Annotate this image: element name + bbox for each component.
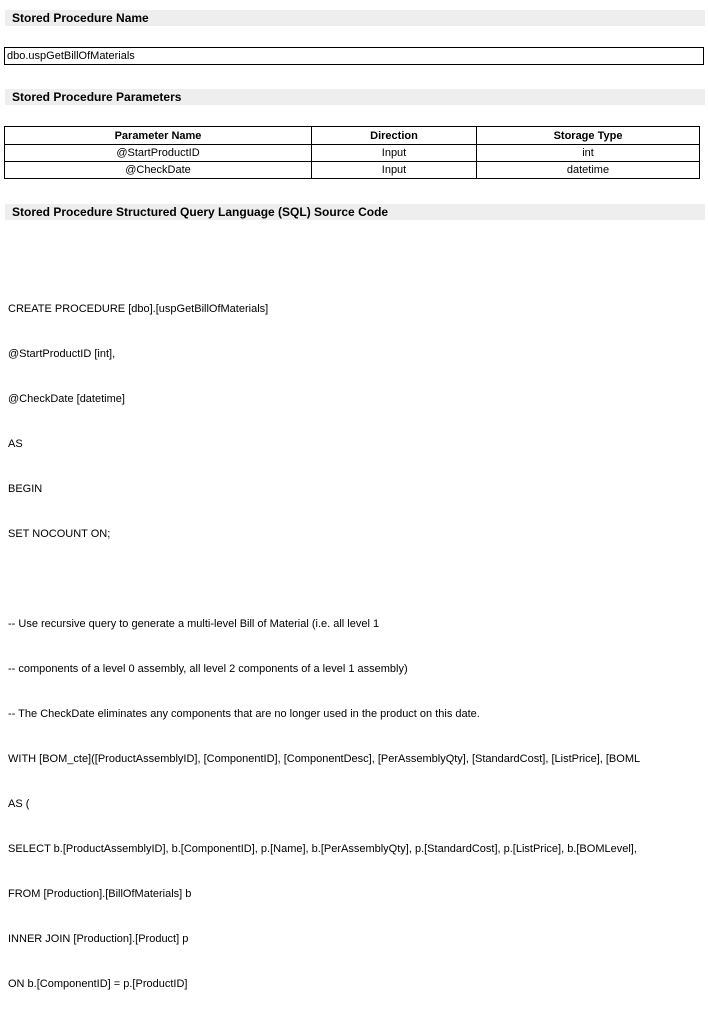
sql-source-code bbox=[8, 272, 708, 1022]
section-header-procedure-name: Stored Procedure Name bbox=[5, 10, 705, 26]
column-header-parameter-name: Parameter Name bbox=[5, 127, 312, 145]
sql-line: -- Use recursive query to generate a multi-level Bill of Material (i.e. all level 1 bbox=[8, 618, 380, 630]
procedure-name-field: dbo.uspGetBillOfMaterials bbox=[4, 47, 704, 65]
sql-line: @CheckDate [datetime] bbox=[8, 393, 125, 405]
cell-storage-type: datetime bbox=[477, 162, 700, 179]
sql-line: ON b.[ComponentID] = p.[ProductID] bbox=[8, 978, 188, 990]
sql-line: CREATE PROCEDURE [dbo].[uspGetBillOfMaterials] bbox=[8, 303, 269, 315]
sql-line: WITH [BOM_cte]([ProductAssemblyID], [ComponentID], [ComponentDesc], [PerAssemblyQty], [StandardCost], [ListPrice], [BOML bbox=[8, 753, 641, 765]
parameters-table bbox=[4, 126, 700, 179]
column-header-direction: Direction bbox=[312, 127, 477, 145]
section-header-parameters: Stored Procedure Parameters bbox=[5, 89, 705, 105]
sql-line: INNER JOIN [Production].[Product] p bbox=[8, 933, 189, 945]
cell-parameter-name: @CheckDate bbox=[5, 162, 312, 179]
sql-line: -- The CheckDate eliminates any components that are no longer used in the product on this date. bbox=[8, 708, 480, 720]
sql-line bbox=[8, 572, 708, 587]
sql-line: SET NOCOUNT ON; bbox=[8, 528, 111, 540]
sql-line: FROM [Production].[BillOfMaterials] b bbox=[8, 888, 192, 900]
table-row bbox=[5, 162, 700, 179]
section-header-sql-source: Stored Procedure Structured Query Language (SQL) Source Code bbox=[5, 204, 705, 220]
cell-direction: Input bbox=[312, 162, 477, 179]
table-header-row bbox=[5, 127, 700, 145]
sql-line: -- components of a level 0 assembly, all level 2 components of a level 1 assembly) bbox=[8, 663, 408, 675]
sql-line: BEGIN bbox=[8, 483, 43, 495]
sql-line: @StartProductID [int], bbox=[8, 348, 116, 360]
cell-storage-type: int bbox=[477, 145, 700, 162]
table-row bbox=[5, 145, 700, 162]
cell-direction: Input bbox=[312, 145, 477, 162]
sql-line: SELECT b.[ProductAssemblyID], b.[ComponentID], p.[Name], b.[PerAssemblyQty], p.[StandardCost], p.[ListPrice], b.[BOMLevel], bbox=[8, 843, 637, 855]
column-header-storage-type: Storage Type bbox=[477, 127, 700, 145]
sql-line: AS bbox=[8, 438, 23, 450]
sql-line: AS ( bbox=[8, 798, 30, 810]
cell-parameter-name: @StartProductID bbox=[5, 145, 312, 162]
